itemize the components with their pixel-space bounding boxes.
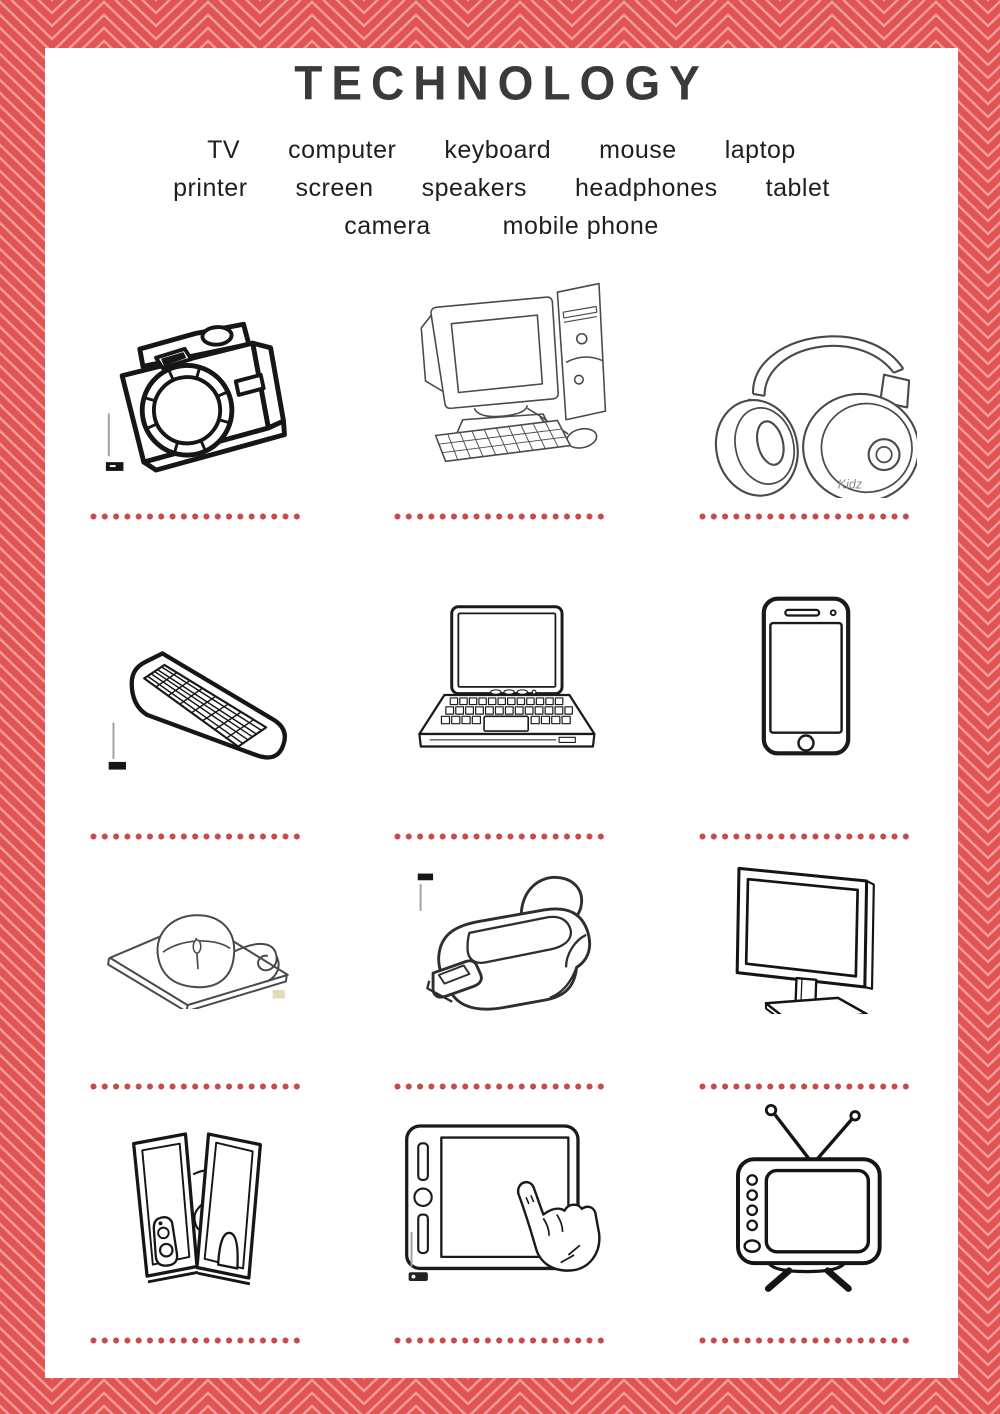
answer-line-screen[interactable]: [699, 1083, 913, 1090]
answer-line-computer[interactable]: [394, 513, 608, 520]
word-bank-row: [173, 174, 830, 203]
word-camera: camera: [344, 212, 431, 240]
cell-keyboard: [45, 534, 349, 854]
word-mouse: mouse: [599, 136, 677, 164]
picture-grid: [45, 244, 958, 1360]
answer-line-camera[interactable]: [90, 513, 304, 520]
word-speakers: speakers: [421, 174, 528, 202]
keyboard-icon: [101, 630, 293, 770]
word-bank-row: [344, 212, 659, 241]
desktop-computer-icon: [394, 246, 609, 496]
word-bank: [45, 136, 958, 241]
cell-screen: [654, 854, 958, 1102]
printer-icon: [410, 864, 592, 1019]
cell-camera: [45, 244, 349, 534]
answer-line-tablet[interactable]: [394, 1337, 608, 1344]
watermark: [273, 990, 285, 999]
watermark: [109, 723, 126, 770]
word-printer: printer: [173, 174, 248, 202]
cell-tablet: [349, 1102, 653, 1360]
word-computer: computer: [288, 136, 397, 164]
answer-line-speakers[interactable]: [90, 1337, 304, 1344]
answer-line-mobile-phone[interactable]: [699, 833, 913, 840]
answer-line-printer[interactable]: [394, 1083, 608, 1090]
word-screen: screen: [295, 174, 374, 202]
watermark: [106, 413, 124, 470]
word-tv: TV: [207, 136, 241, 164]
answer-line-keyboard[interactable]: [90, 833, 304, 840]
word-bank-row: [207, 136, 796, 165]
laptop-icon: [387, 582, 615, 772]
word-mobile-phone: mobile phone: [502, 212, 659, 240]
cell-mobile-phone: [654, 534, 958, 854]
speakers-icon: [101, 1124, 293, 1290]
monitor-icon: [724, 854, 887, 1014]
camera-icon: [102, 294, 292, 490]
tv-icon: [721, 1102, 891, 1292]
mouse-icon: [93, 884, 301, 1009]
cell-mouse: [45, 854, 349, 1102]
word-laptop: laptop: [724, 136, 796, 164]
answer-line-laptop[interactable]: [394, 833, 608, 840]
cell-speakers: [45, 1102, 349, 1360]
page-title: TECHNOLOGY: [294, 55, 709, 111]
headphones-icon: [695, 286, 917, 498]
answer-line-headphones[interactable]: [699, 513, 913, 520]
artist-signature: Kidz: [837, 477, 862, 492]
answer-line-tv[interactable]: [699, 1337, 913, 1344]
cell-headphones: [654, 244, 958, 534]
tablet-icon: [399, 1118, 603, 1288]
answer-line-mouse[interactable]: [90, 1083, 304, 1090]
watermark: [418, 874, 433, 911]
cell-laptop: [349, 534, 653, 854]
cell-tv: [654, 1102, 958, 1360]
word-tablet: tablet: [765, 174, 830, 202]
word-keyboard: keyboard: [444, 136, 552, 164]
word-headphones: headphones: [575, 174, 718, 202]
cell-computer: [349, 244, 653, 534]
worksheet-content: [45, 48, 958, 1378]
mobile-phone-icon: [759, 594, 853, 758]
cell-printer: [349, 854, 653, 1102]
